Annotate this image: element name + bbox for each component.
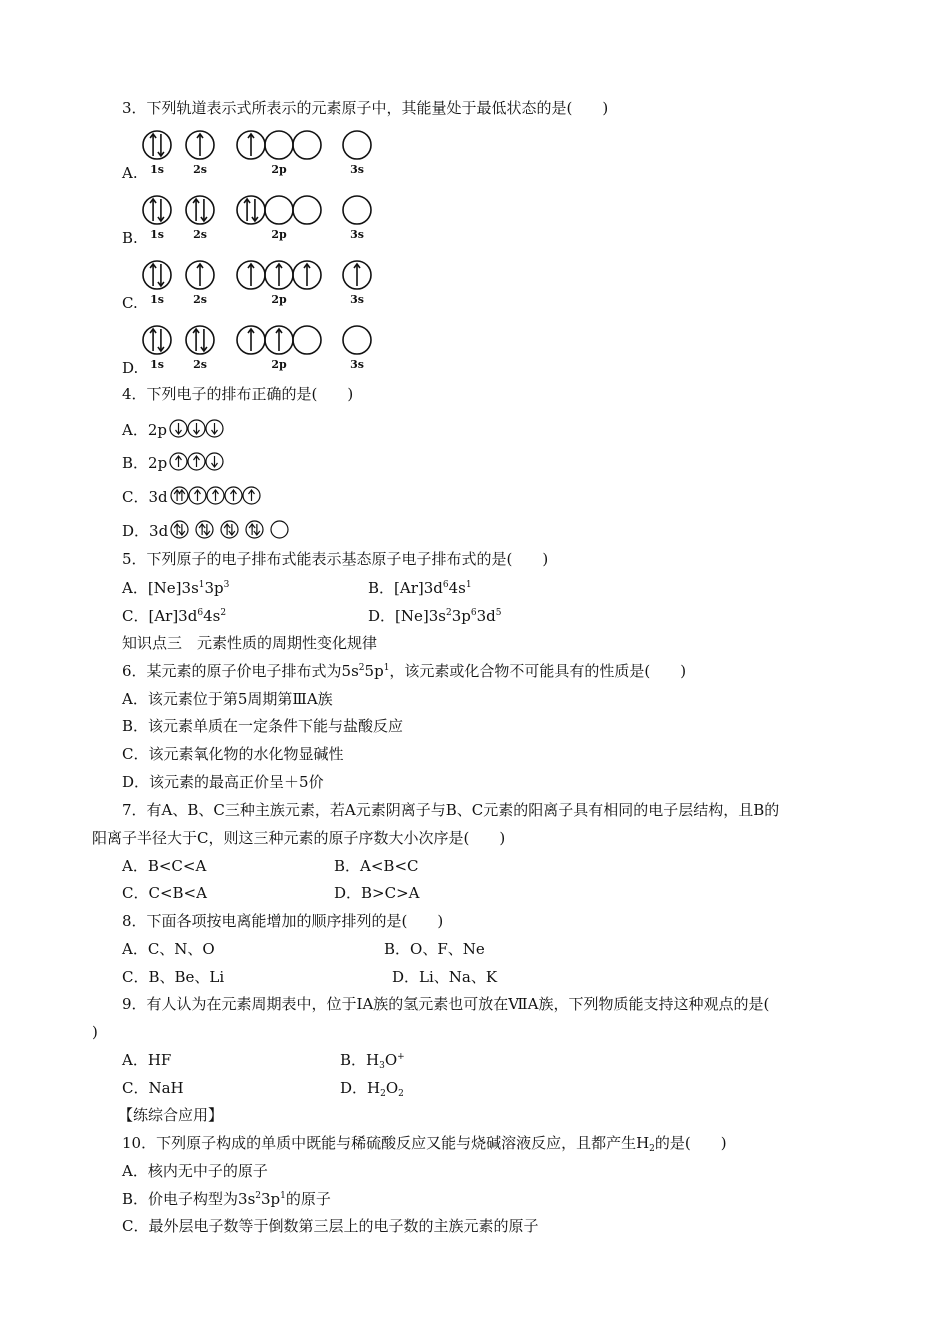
- q4-option-d: D．3d: [122, 520, 289, 544]
- orbital-1s: [143, 131, 171, 159]
- orbital-label-1s: 1s: [150, 228, 164, 241]
- orbital-label-3s: 3s: [350, 358, 364, 371]
- q5-stem: 5．下列原子的电子排布式能表示基态原子电子排布式的是( ): [122, 550, 549, 568]
- q6-option-a: A．该元素位于第5周期第ⅢA族: [122, 690, 333, 708]
- q7-option-d: D．B>C>A: [334, 884, 420, 902]
- q3-orbital-diagram: [138, 258, 378, 292]
- q7-stem-line1: 7．有A、B、C三种主族元素，若A元素阴离子与B、C元素的阳离子具有相同的电子层结构，且B的: [122, 801, 780, 819]
- orbital-label-2s: 2s: [193, 293, 207, 306]
- orbital-2p: [293, 131, 321, 159]
- q5-option-a: A．$[Ne]3s^13p^3$: [122, 579, 230, 597]
- orbital-label-2s: 2s: [193, 163, 207, 176]
- q9-stem-line2: ): [92, 1023, 98, 1041]
- q10-stem: 10．下列原子构成的单质中既能与稀硫酸反应又能与烧碱溶液反应，且都产生$H_2$的是( ): [122, 1134, 727, 1154]
- orbital-circle: [196, 521, 213, 538]
- q6-option-c: C．该元素氧化物的水化物显碱性: [122, 745, 344, 763]
- q4-stem: 4．下列电子的排布正确的是( ): [122, 385, 354, 403]
- orbital-circle: [246, 521, 263, 538]
- orbital-label-3s: 3s: [350, 163, 364, 176]
- q8-option-c: C．B、Be、Li: [122, 968, 225, 986]
- section-heading-4: 【练综合应用】: [118, 1106, 224, 1124]
- q4-orbital-boxes: [170, 520, 289, 539]
- q4-orbital-boxes: [169, 452, 224, 471]
- orbital-label-1s: 1s: [150, 293, 164, 306]
- q3-option-c: C.: [122, 294, 138, 312]
- q3-stem: 3．下列轨道表示式所表示的元素原子中，其能量处于最低状态的是( ): [122, 99, 609, 117]
- q3-option-a: A.: [122, 164, 138, 182]
- q7-option-c: C．C<B<A: [122, 884, 207, 902]
- orbital-circle: [171, 487, 188, 504]
- q10-option-b: B．价电子构型为$3s^23p^1$的原子: [122, 1190, 331, 1208]
- orbital-label-3s: 3s: [350, 293, 364, 306]
- q5-option-c: C．$[Ar]3d^64s^2$: [122, 607, 227, 625]
- q8-option-a: A．C、N、O: [122, 940, 215, 958]
- orbital-1s: [143, 196, 171, 224]
- q3-orbital-diagram: [138, 193, 378, 227]
- q9-option-d: D．$H_2O_2$: [340, 1079, 404, 1099]
- orbital-2p: [293, 196, 321, 224]
- q5-option-d: D．$[Ne]3s^23p^63d^5$: [368, 607, 502, 625]
- q10-option-a: A．核内无中子的原子: [122, 1162, 268, 1180]
- q6-stem: 6．某元素的原子价电子排布式为$5s^25p^1$，该元素或化合物不可能具有的性质是( ): [122, 662, 687, 680]
- q8-option-d: D．Li、Na、K: [392, 968, 498, 986]
- orbital-2s: [186, 326, 214, 354]
- orbital-label-1s: 1s: [150, 358, 164, 371]
- q8-option-b: B．O、F、Ne: [384, 940, 485, 958]
- orbital-circle: [271, 521, 288, 538]
- orbital-circle: [171, 521, 188, 538]
- q5-option-b: B．$[Ar]3d^64s^1$: [368, 579, 472, 597]
- q4-orbital-boxes: [170, 486, 261, 505]
- orbital-2p: [237, 196, 265, 224]
- orbital-label-2s: 2s: [193, 358, 207, 371]
- q6-option-b: B．该元素单质在一定条件下能与盐酸反应: [122, 717, 404, 735]
- orbital-2p: [293, 326, 321, 354]
- orbital-1s: [143, 261, 171, 289]
- orbital-label-2s: 2s: [193, 228, 207, 241]
- q3-option-d: D.: [122, 359, 139, 377]
- q4-orbital-boxes: [169, 419, 224, 438]
- q7-option-a: A．B<C<A: [122, 857, 207, 875]
- q7-option-b: B．A<B<C: [334, 857, 419, 875]
- q9-option-c: C．NaH: [122, 1079, 184, 1097]
- q3-orbital-diagram: [138, 128, 378, 162]
- orbital-label-2p: 2p: [271, 228, 287, 241]
- q3-option-b: B.: [122, 229, 138, 247]
- orbital-label-2p: 2p: [271, 163, 287, 176]
- q8-stem: 8．下面各项按电离能增加的顺序排列的是( ): [122, 912, 444, 930]
- orbital-circle: [221, 521, 238, 538]
- q4-option-b: B．2p: [122, 452, 224, 476]
- orbital-label-2p: 2p: [271, 293, 287, 306]
- q4-option-c: C．3d: [122, 486, 261, 510]
- q9-option-a: A．HF: [122, 1051, 172, 1069]
- orbital-2s: [186, 196, 214, 224]
- q4-option-a: A．2p: [122, 419, 224, 443]
- orbital-label-1s: 1s: [150, 163, 164, 176]
- orbital-2p: [265, 131, 293, 159]
- orbital-3s: [343, 196, 371, 224]
- section-heading-3: 知识点三 元素性质的周期性变化规律: [122, 634, 378, 652]
- q7-stem-line2: 阳离子半径大于C，则这三种元素的原子序数大小次序是( ): [92, 829, 506, 847]
- orbital-label-2p: 2p: [271, 358, 287, 371]
- q6-option-d: D．该元素的最高正价呈＋5价: [122, 773, 324, 791]
- q9-stem-line1: 9．有人认为在元素周期表中，位于ⅠA族的氢元素也可放在ⅦA族，下列物质能支持这种观点的是(: [122, 995, 770, 1013]
- orbital-1s: [143, 326, 171, 354]
- q10-option-c: C．最外层电子数等于倒数第三层上的电子数的主族元素的原子: [122, 1217, 539, 1235]
- orbital-3s: [343, 131, 371, 159]
- q3-orbital-diagram: [138, 323, 378, 357]
- orbital-label-3s: 3s: [350, 228, 364, 241]
- q9-option-b: B．$H_3O^+$: [340, 1051, 405, 1071]
- orbital-2p: [265, 196, 293, 224]
- orbital-3s: [343, 326, 371, 354]
